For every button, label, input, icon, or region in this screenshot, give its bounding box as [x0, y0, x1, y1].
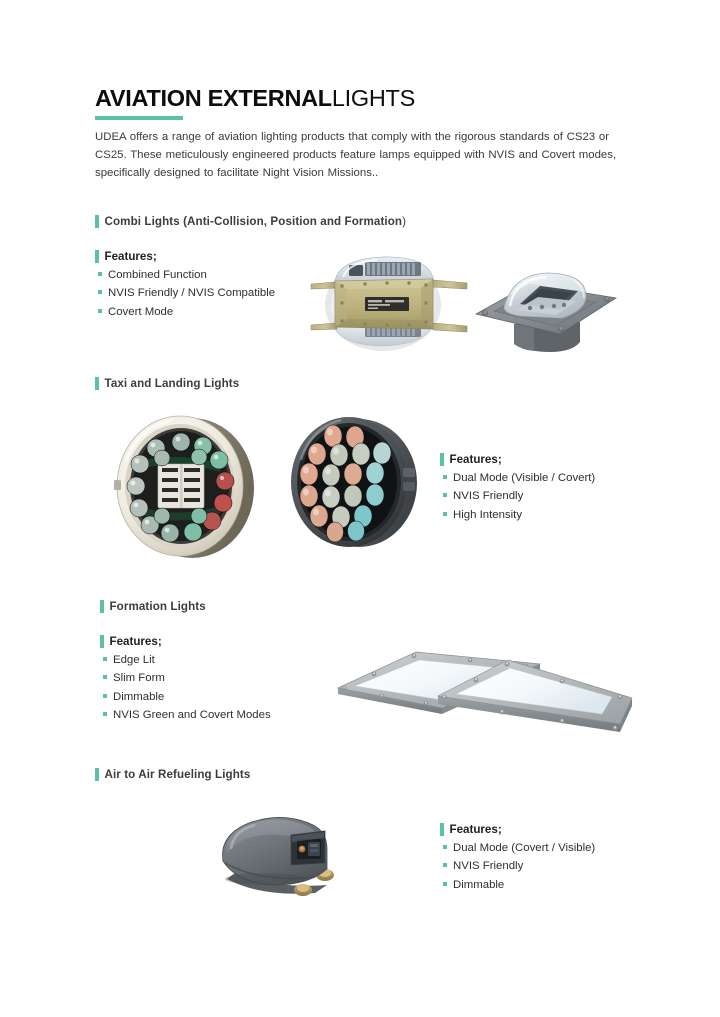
bullet-square-icon — [98, 309, 102, 313]
section-heading-combi-lights — [95, 215, 406, 228]
features-list-refueling — [440, 839, 595, 894]
bullet-square-icon — [98, 272, 102, 276]
feature-text: Dimmable — [453, 878, 505, 891]
list-item — [440, 469, 595, 487]
list-item — [440, 857, 595, 875]
features-title-combi — [95, 250, 275, 263]
list-item — [440, 506, 595, 524]
formation-light-panels-photo — [330, 640, 635, 732]
features-title-text: Features; — [449, 823, 502, 836]
features-title-refueling — [440, 823, 595, 836]
bullet-square-icon — [443, 493, 447, 497]
list-item — [440, 876, 595, 894]
bullet-square-icon — [103, 657, 107, 661]
bullet-square-icon — [443, 882, 447, 886]
refueling-light-teardrop-photo — [205, 805, 360, 915]
features-block-formation — [100, 635, 271, 725]
feature-text: Covert Mode — [108, 305, 174, 318]
features-block-refueling — [440, 823, 595, 894]
list-item — [100, 688, 271, 706]
features-list-taxi-landing — [440, 469, 595, 524]
features-title-formation — [100, 635, 271, 648]
feature-text: Dual Mode (Visible / Covert) — [453, 472, 596, 484]
title-light-part: LIGHTS — [331, 85, 415, 111]
list-item — [95, 284, 275, 302]
features-title-text: Features; — [104, 250, 157, 263]
combi-light-rail-mount-photo — [305, 243, 495, 363]
list-item — [95, 266, 275, 284]
features-list-combi — [95, 266, 275, 321]
feature-text: High Intensity — [453, 508, 523, 521]
features-title-taxi-landing — [440, 453, 595, 466]
bullet-square-icon — [443, 863, 447, 867]
bullet-square-icon — [103, 712, 107, 716]
landing-lamp-dark-housing-photo — [283, 412, 423, 554]
list-item — [440, 487, 595, 505]
feature-text: Dual Mode (Covert / Visible) — [453, 842, 596, 854]
bullet-square-icon — [103, 675, 107, 679]
feature-text: Dimmable — [113, 690, 165, 703]
accent-bar-icon — [440, 453, 444, 466]
accent-bar-icon — [95, 250, 99, 263]
main-title — [95, 86, 655, 112]
section-heading-text: Formation Lights — [109, 600, 206, 613]
features-block-combi — [95, 250, 275, 321]
section-heading-text: Combi Lights (Anti-Collision, Position and Formation — [104, 215, 403, 228]
section-heading-tail: ) — [402, 215, 407, 228]
section-heading-text: Air to Air Refueling Lights — [104, 768, 251, 781]
landing-lamp-white-housing-photo — [100, 408, 270, 563]
feature-text: Slim Form — [113, 672, 165, 685]
feature-text: NVIS Green and Covert Modes — [113, 709, 271, 722]
feature-text: Edge Lit — [113, 654, 155, 666]
features-title-text: Features; — [449, 453, 502, 466]
accent-bar-icon — [100, 635, 104, 648]
feature-text: NVIS Friendly — [453, 490, 524, 503]
bullet-square-icon — [98, 290, 102, 294]
feature-text: Combined Function — [108, 269, 207, 281]
intro-paragraph: UDEA offers a range of aviation lighting products that comply with the rigorous standards of CS23 or CS25. These meticulously engineered products feature lamps equipped with NVIS and Covert modes, specifically designed to facilitate Night Vision Missions.. — [95, 131, 617, 180]
section-heading-air-refueling-lights — [95, 768, 250, 781]
section-heading-formation-lights — [100, 600, 206, 613]
features-title-text: Features; — [109, 635, 162, 648]
feature-text: NVIS Friendly — [453, 860, 524, 873]
accent-bar-icon — [100, 600, 104, 613]
bullet-square-icon — [443, 475, 447, 479]
page-title — [95, 86, 655, 120]
list-item — [95, 303, 275, 321]
bullet-square-icon — [103, 694, 107, 698]
section-heading-taxi-landing-lights — [95, 377, 239, 390]
feature-text: NVIS Friendly / NVIS Compatible — [108, 287, 276, 300]
accent-bar-icon — [95, 768, 99, 781]
list-item — [100, 706, 271, 724]
title-underline-accent — [95, 116, 183, 120]
accent-bar-icon — [95, 377, 99, 390]
list-item — [100, 651, 271, 669]
bullet-square-icon — [443, 845, 447, 849]
accent-bar-icon — [95, 215, 99, 228]
list-item — [440, 839, 595, 857]
accent-bar-icon — [440, 823, 444, 836]
section-heading-text: Taxi and Landing Lights — [104, 377, 240, 390]
combi-light-dome-flange-photo — [468, 266, 624, 358]
list-item — [100, 669, 271, 687]
title-strong-part: AVIATION EXTERNAL — [95, 85, 332, 111]
features-list-formation — [100, 651, 271, 725]
bullet-square-icon — [443, 512, 447, 516]
features-block-taxi-landing — [440, 453, 595, 524]
